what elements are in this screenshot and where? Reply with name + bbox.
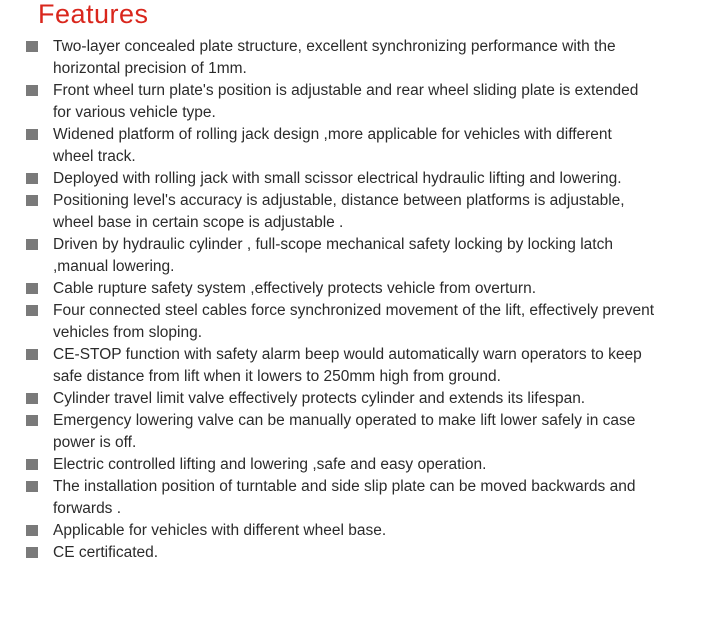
square-bullet-icon — [26, 415, 38, 426]
square-bullet-icon — [26, 85, 38, 96]
feature-item — [0, 300, 716, 344]
feature-text: Front wheel turn plate's position is adjustable and rear wheel sliding plate is extended for various vehicle type. — [53, 82, 639, 121]
feature-item — [0, 168, 716, 190]
feature-item — [0, 278, 716, 300]
square-bullet-icon — [26, 195, 38, 206]
feature-text: Positioning level's accuracy is adjustable, distance between platforms is adjustable, wheel base in certain scope is adjustable . — [53, 192, 625, 231]
square-bullet-icon — [26, 481, 38, 492]
feature-text: Emergency lowering valve can be manually operated to make lift lower safely in case power is off. — [53, 412, 636, 451]
feature-text: The installation position of turntable and side slip plate can be moved backwards and forwards . — [53, 478, 636, 517]
square-bullet-icon — [26, 393, 38, 404]
feature-item — [0, 124, 716, 168]
feature-item — [0, 234, 716, 278]
feature-item — [0, 542, 716, 564]
page-title: Features — [38, 0, 149, 29]
square-bullet-icon — [26, 41, 38, 52]
feature-item — [0, 344, 716, 388]
feature-text: Deployed with rolling jack with small scissor electrical hydraulic lifting and lowering. — [53, 170, 622, 187]
feature-item — [0, 454, 716, 476]
square-bullet-icon — [26, 129, 38, 140]
feature-text: CE-STOP function with safety alarm beep would automatically warn operators to keep safe distance from lift when it lowers to 250mm high from ground. — [53, 346, 642, 385]
feature-text: Widened platform of rolling jack design ,more applicable for vehicles with different wheel track. — [53, 126, 612, 165]
feature-text: Two-layer concealed plate structure, excellent synchronizing performance with the horizontal precision of 1mm. — [53, 38, 616, 77]
square-bullet-icon — [26, 525, 38, 536]
feature-item — [0, 80, 716, 124]
feature-list — [0, 36, 716, 564]
square-bullet-icon — [26, 547, 38, 558]
feature-item — [0, 520, 716, 542]
feature-text: Four connected steel cables force synchronized movement of the lift, effectively prevent vehicles from sloping. — [53, 302, 655, 341]
square-bullet-icon — [26, 239, 38, 250]
feature-text: Cable rupture safety system ,effectively protects vehicle from overturn. — [53, 280, 536, 297]
square-bullet-icon — [26, 283, 38, 294]
square-bullet-icon — [26, 349, 38, 360]
feature-item — [0, 476, 716, 520]
feature-item — [0, 190, 716, 234]
feature-item — [0, 36, 716, 80]
feature-text: Driven by hydraulic cylinder , full-scope mechanical safety locking by locking latch ,manual lowering. — [53, 236, 613, 275]
feature-text: Cylinder travel limit valve effectively protects cylinder and extends its lifespan. — [53, 390, 586, 407]
square-bullet-icon — [26, 173, 38, 184]
feature-item — [0, 410, 716, 454]
square-bullet-icon — [26, 459, 38, 470]
square-bullet-icon — [26, 305, 38, 316]
feature-item — [0, 388, 716, 410]
feature-text: Applicable for vehicles with different wheel base. — [53, 522, 387, 539]
feature-text: Electric controlled lifting and lowering ,safe and easy operation. — [53, 456, 487, 473]
feature-text: CE certificated. — [53, 544, 159, 561]
